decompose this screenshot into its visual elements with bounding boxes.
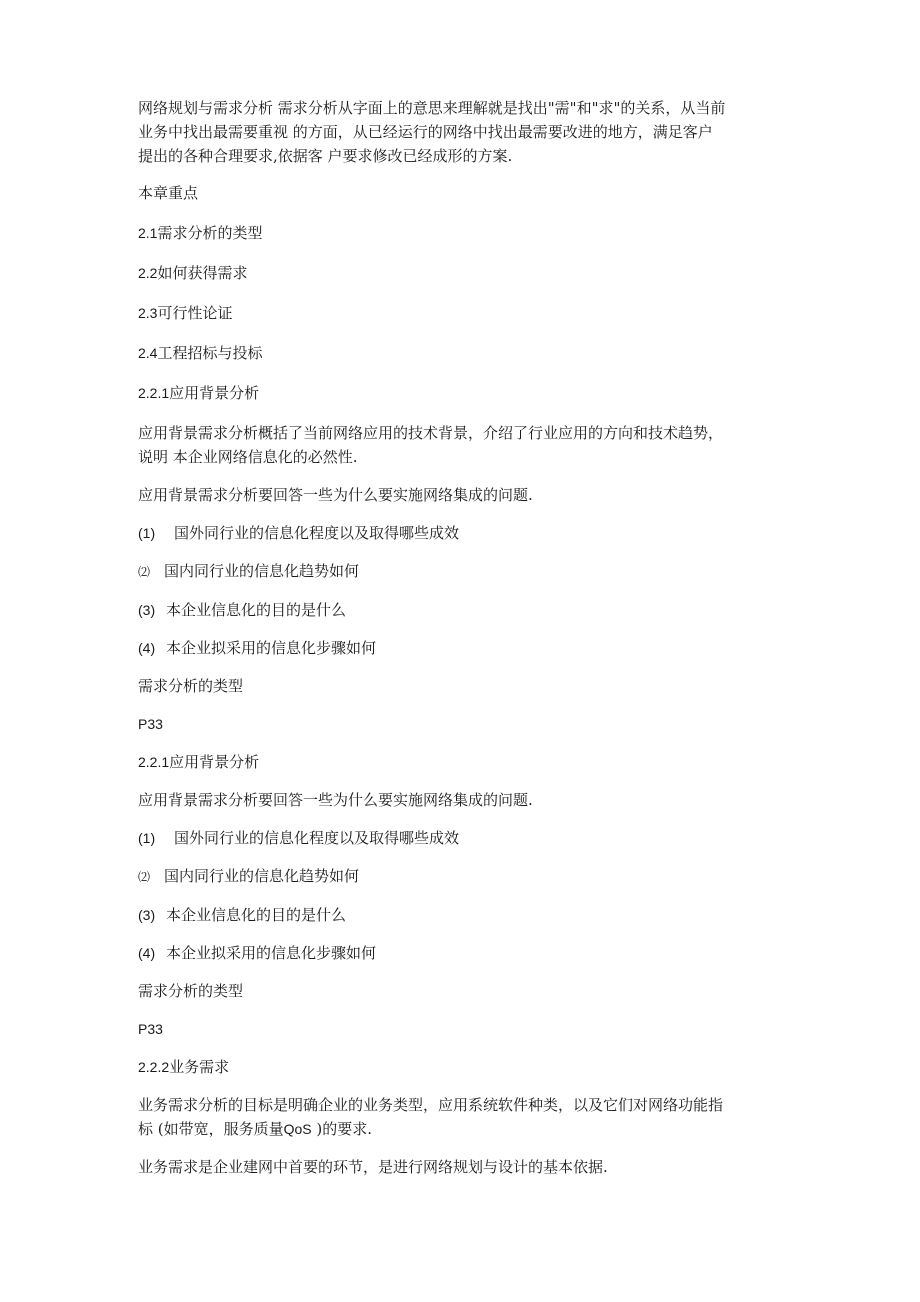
section-title: 业务需求 bbox=[169, 1058, 230, 1076]
section-title: 应用背景分析 bbox=[169, 753, 260, 771]
intro-line: 业务中找出最需要重视 的方面，从已经运行的网络中找出最需要改进的地方，满足客户 bbox=[138, 123, 713, 141]
list-number: ⑵ bbox=[138, 870, 151, 884]
body-line bbox=[138, 1093, 788, 1117]
body-paragraph: 应用背景需求分析要回答一些为什么要实施网络集成的问题. bbox=[138, 791, 533, 809]
section-number: 2.2.1 bbox=[138, 754, 170, 770]
list-item bbox=[138, 864, 788, 889]
toc-number: 2.4 bbox=[138, 345, 158, 361]
page-reference: P33 bbox=[138, 716, 163, 732]
toc-list bbox=[138, 221, 788, 365]
list-item bbox=[138, 521, 788, 545]
list-number: (1) bbox=[138, 525, 156, 541]
toc-number: 2.1 bbox=[138, 225, 158, 241]
toc-item bbox=[138, 341, 788, 365]
list-text: 国内同行业的信息化趋势如何 bbox=[164, 562, 360, 580]
list-number: ⑵ bbox=[138, 565, 151, 579]
footer-label: 需求分析的类型 bbox=[138, 677, 244, 695]
list-number: (3) bbox=[138, 907, 156, 923]
toc-text: 工程招标与投标 bbox=[157, 344, 263, 362]
list-number: (4) bbox=[138, 640, 156, 656]
body-line: 应用背景需求分析概括了当前网络应用的技术背景，介绍了行业应用的方向和技术趋势， bbox=[138, 424, 724, 442]
body-line: 说明 本企业网络信息化的必然性. bbox=[138, 448, 358, 466]
section-heading bbox=[138, 750, 788, 774]
toc-number: 2.2 bbox=[138, 265, 158, 281]
list-item bbox=[138, 826, 788, 850]
body-line bbox=[138, 1117, 788, 1141]
toc-number: 2.3 bbox=[138, 305, 158, 321]
intro-line: 提出的各种合理要求,依据客 户要求修改已经成形的方案. bbox=[138, 147, 513, 165]
list-number: (3) bbox=[138, 602, 156, 618]
body-paragraph: 应用背景需求分析要回答一些为什么要实施网络集成的问题. bbox=[138, 486, 533, 504]
section-heading bbox=[138, 1055, 788, 1079]
list-text: 本企业拟采用的信息化步骤如何 bbox=[166, 944, 377, 962]
list-text: 本企业信息化的目的是什么 bbox=[166, 601, 347, 619]
chapter-focus-heading: 本章重点 bbox=[138, 184, 199, 202]
page-reference: P33 bbox=[138, 1021, 163, 1037]
toc-item bbox=[138, 301, 788, 325]
section-heading bbox=[138, 381, 788, 405]
toc-item bbox=[138, 221, 788, 245]
list-text: 国外同行业的信息化程度以及取得哪些成效 bbox=[174, 829, 460, 847]
list-text: 国外同行业的信息化程度以及取得哪些成效 bbox=[174, 524, 460, 542]
footer-label: 需求分析的类型 bbox=[138, 982, 244, 1000]
body-text: 业务需求分析的目标是明确企业的业务类型，应用系统软件种类，以及它们对网络功能指 bbox=[138, 1096, 724, 1114]
body-text: )的要求. bbox=[311, 1120, 373, 1138]
section-title: 应用背景分析 bbox=[169, 384, 260, 402]
qos-term: QoS bbox=[283, 1121, 312, 1137]
section-application-background-repeat bbox=[138, 750, 788, 1041]
toc-text: 可行性论证 bbox=[157, 304, 233, 322]
list-text: 国内同行业的信息化趋势如何 bbox=[164, 867, 360, 885]
section-business-requirements bbox=[138, 1055, 788, 1179]
list-text: 本企业信息化的目的是什么 bbox=[166, 906, 347, 924]
list-item bbox=[138, 903, 788, 927]
section-application-background bbox=[138, 381, 788, 736]
list-item bbox=[138, 559, 788, 584]
intro-line: 网络规划与需求分析 需求分析从字面上的意思来理解就是找出"需"和"求"的关系，从当前 bbox=[138, 99, 726, 117]
list-item bbox=[138, 598, 788, 622]
toc-item bbox=[138, 261, 788, 285]
body-text: 标 (如带宽，服务质量 bbox=[138, 1120, 284, 1138]
body-paragraph: 业务需求是企业建网中首要的环节，是进行网络规划与设计的基本依据. bbox=[138, 1158, 608, 1176]
list-text: 本企业拟采用的信息化步骤如何 bbox=[166, 639, 377, 657]
list-number: (4) bbox=[138, 945, 156, 961]
section-number: 2.2.1 bbox=[138, 385, 170, 401]
list-number: (1) bbox=[138, 830, 156, 846]
toc-text: 如何获得需求 bbox=[157, 264, 248, 282]
document-page bbox=[138, 96, 788, 1179]
intro-paragraph bbox=[138, 96, 788, 168]
list-item bbox=[138, 636, 788, 660]
toc-text: 需求分析的类型 bbox=[157, 224, 263, 242]
section-number: 2.2.2 bbox=[138, 1059, 170, 1075]
list-item bbox=[138, 941, 788, 965]
